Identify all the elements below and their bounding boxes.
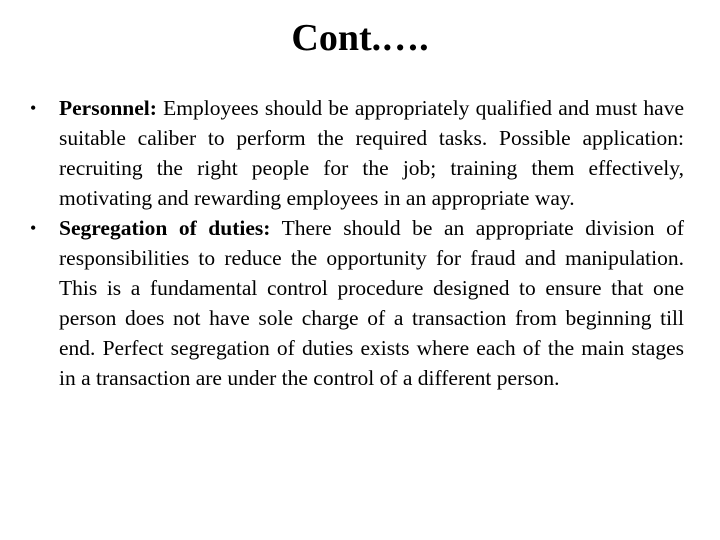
bullet-term-personnel: Personnel: [59,96,157,120]
bullet-marker: • [30,218,37,238]
bullet-text-personnel: Employees should be appropriately qualified and must have suitable caliber to perform the required tasks. Possible application: recruiting the right people for the job; training them effectively, motivating and rewarding employees in an appropriate way. [59,96,684,210]
bullet-list [30,93,684,393]
bullet-marker: • [30,98,37,118]
bullet-text-segregation: There should be an appropriate division of responsibilities to reduce the opportunity for fraud and manipulation. This is a fundamental control procedure designed to ensure that one person does not have sole charge of a transaction from beginning till end. Perfect segregation of duties exists where each of the main stages in a transaction are under the control of a different person. [59,216,684,390]
bullet-term-segregation: Segregation of duties: [59,216,271,240]
bullet-segregation-of-duties [30,213,684,393]
slide-title: Cont.…. [291,17,429,59]
bullet-personnel [30,93,684,213]
